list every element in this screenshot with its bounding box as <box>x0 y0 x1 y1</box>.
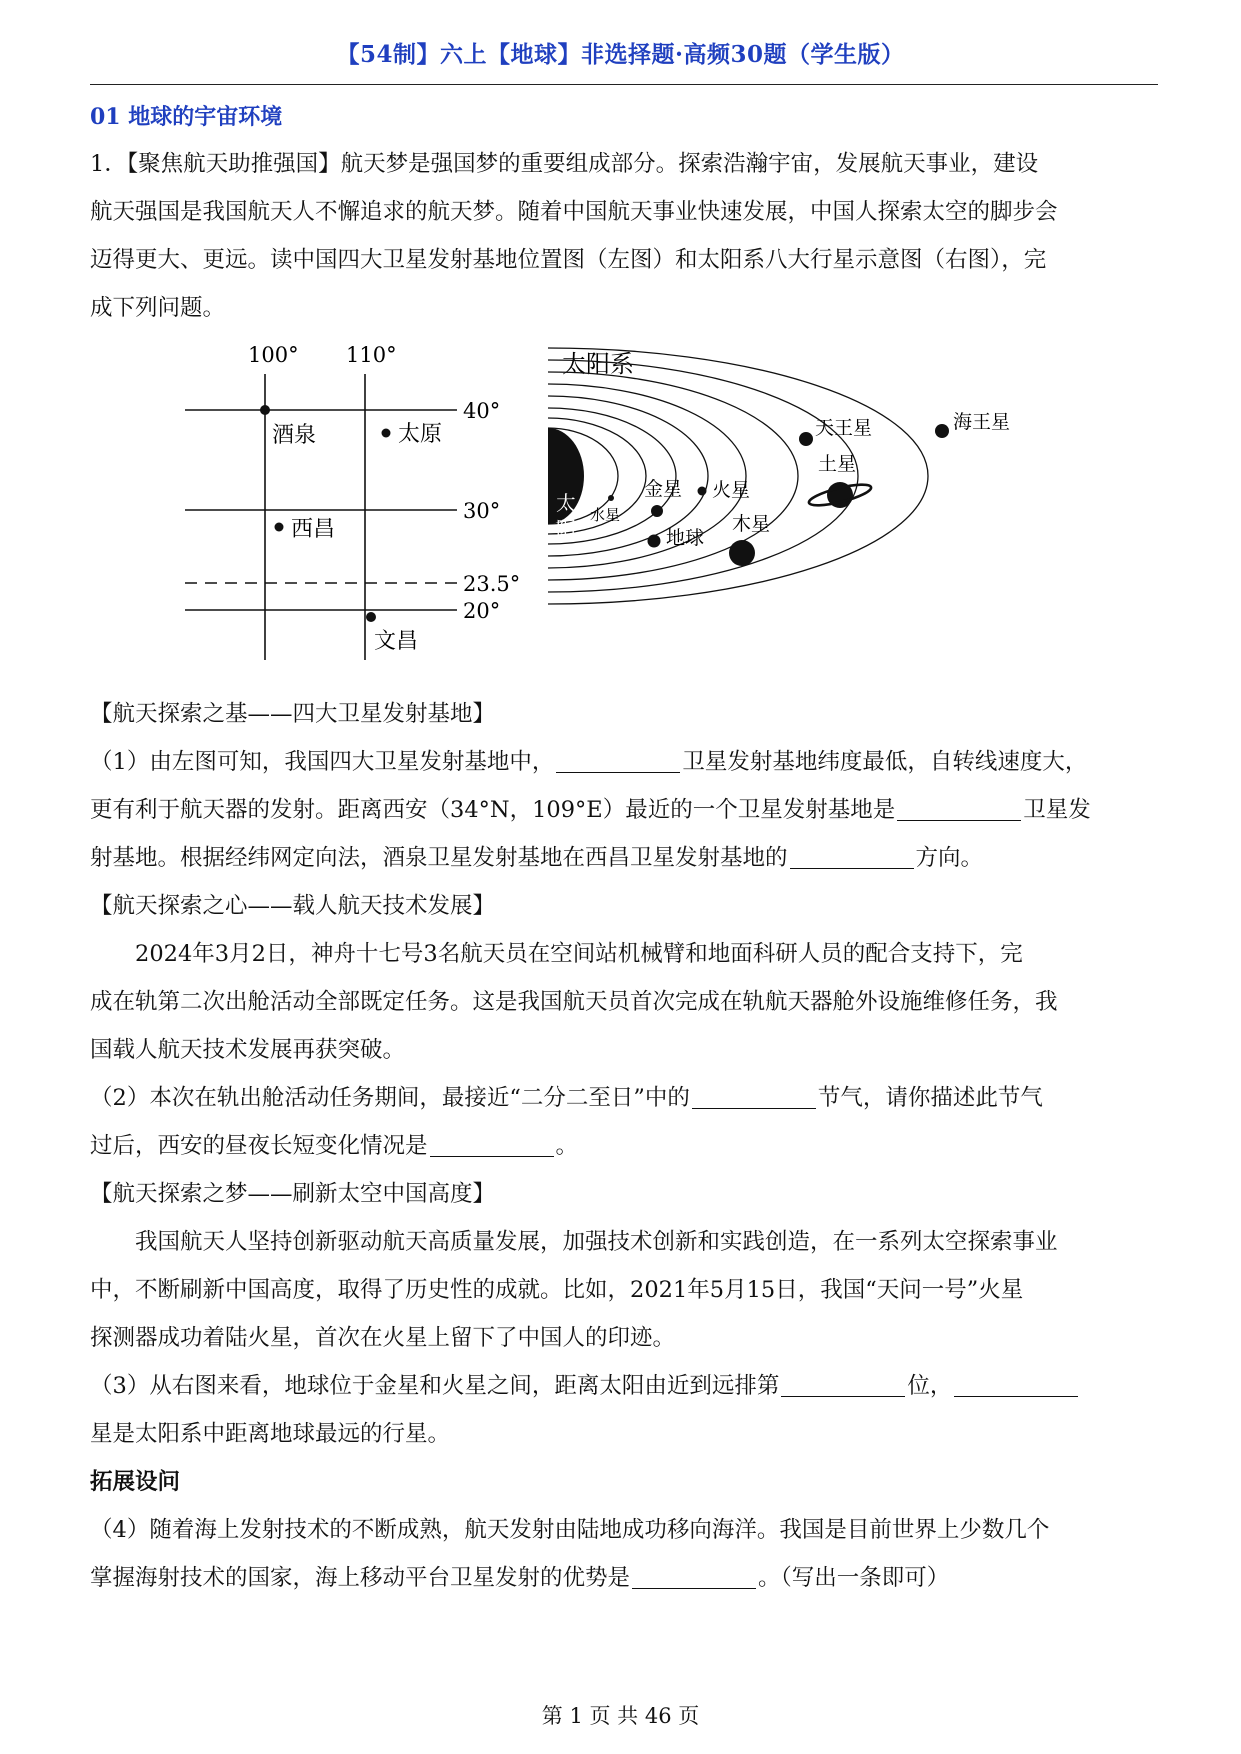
intro-line: 迈得更大、更远。读中国四大卫星发射基地位置图（左图）和太阳系八大行星示意图（右图），完 <box>90 247 1047 273</box>
header-divider <box>90 84 1158 85</box>
extension-title: 拓展设问 <box>90 1469 181 1495</box>
part1-block <box>90 690 1160 882</box>
section-title: 01 地球的宇宙环境 <box>90 104 283 130</box>
wenchang-marker <box>366 612 376 622</box>
jupiter-marker <box>729 540 755 566</box>
planet-label-neptune: 海王星 <box>953 411 1011 433</box>
q1-answer-blank[interactable] <box>556 748 680 773</box>
q3-text: （3）从右图来看，地球位于金星和火星之间，距离太阳由近到远排第 <box>90 1373 780 1399</box>
q2-answer-blank[interactable] <box>430 1132 554 1157</box>
q2-line <box>90 1074 1160 1122</box>
q1-line <box>90 738 1160 786</box>
q3-line: 星是太阳系中距离地球最远的行星。 <box>90 1421 451 1447</box>
extension-block <box>90 1458 1160 1602</box>
intro-line: 成下列问题。 <box>90 295 226 321</box>
q1-text: 卫星发 <box>1023 797 1091 823</box>
earth-marker <box>648 535 661 548</box>
q2-text: （2）本次在轨出舱活动任务期间，最接近“二分二至日”中的 <box>90 1085 690 1111</box>
neptune-marker <box>935 424 949 438</box>
q2-text: 节气，请你描述此节气 <box>817 1085 1043 1111</box>
planet-label-mercury: 水星 <box>590 506 621 524</box>
planet-label-uranus: 天王星 <box>815 417 873 439</box>
solar-system-diagram <box>548 348 1010 604</box>
intro-line: 1．【聚焦航天助推强国】航天梦是强国梦的重要组成部分。探索浩瀚宇宙，发展航天事业，建设 <box>90 151 1039 177</box>
q1-text: 更有利于航天器的发射。距离西安（34°N，109°E）最近的一个卫星发射基地是 <box>90 797 896 823</box>
passage3-line: 我国航天人坚持创新驱动航天高质量发展，加强技术创新和实践创造，在一系列太空探索事业 <box>135 1229 1058 1255</box>
latitude-label: 40° <box>463 399 501 423</box>
longitude-label: 110° <box>346 343 397 367</box>
xichang-marker <box>275 523 284 532</box>
q4-text: 掌握海射技术的国家，海上移动平台卫星发射的优势是 <box>90 1565 631 1591</box>
q3-answer-blank[interactable] <box>781 1372 905 1397</box>
planet-label-venus: 金星 <box>644 478 683 500</box>
passage3-line: 探测器成功着陆火星，首次在火星上留下了中国人的印迹。 <box>90 1325 676 1351</box>
q2-text: 。 <box>555 1133 579 1159</box>
page-footer: 第 1 页 共 46 页 <box>541 1704 700 1728</box>
part2-block <box>90 882 1160 1170</box>
part2-title: 【航天探索之心——载人航天技术发展】 <box>90 893 496 919</box>
taiyuan-marker <box>382 429 391 438</box>
mars-marker <box>698 487 707 496</box>
uranus-marker <box>799 432 813 446</box>
base-label-wenchang: 文昌 <box>374 629 419 654</box>
latitude-label: 23.5° <box>463 572 521 596</box>
planet-label-jupiter: 木星 <box>732 513 771 535</box>
q3-answer-blank[interactable] <box>954 1372 1078 1397</box>
q2-line <box>90 1122 1160 1170</box>
latitude-label: 20° <box>463 599 501 623</box>
venus-marker <box>651 505 663 517</box>
q4-answer-blank[interactable] <box>632 1564 756 1589</box>
passage2-line: 国载人航天技术发展再获突破。 <box>90 1037 406 1063</box>
longitude-label: 100° <box>248 343 299 367</box>
orbit <box>548 348 928 604</box>
part3-block <box>90 1170 1160 1458</box>
page-header-title: 【54制】六上【地球】非选择题·高频30题（学生版） <box>336 41 905 68</box>
q3-text: 位， <box>907 1373 953 1399</box>
launch-sites-map <box>185 343 520 660</box>
q1-text: （1）由左图可知，我国四大卫星发射基地中， <box>90 749 555 775</box>
q4-text: 。（写出一条即可） <box>758 1565 950 1591</box>
q3-line <box>90 1362 1160 1410</box>
sun-label: 太 <box>556 491 576 515</box>
jiuquan-marker <box>260 405 270 415</box>
base-label-taiyuan: 太原 <box>398 422 443 447</box>
q1-text: 射基地。根据经纬网定向法，酒泉卫星发射基地在西昌卫星发射基地的 <box>90 845 788 871</box>
planet-label-mars: 火星 <box>712 479 751 501</box>
planet-label-earth: 地球 <box>666 527 705 549</box>
q1-answer-blank[interactable] <box>790 844 914 869</box>
q1-text: 方向。 <box>915 845 984 871</box>
q1-answer-blank[interactable] <box>897 796 1021 821</box>
q4-line <box>90 1554 1160 1602</box>
q1-line <box>90 786 1160 834</box>
part3-title: 【航天探索之梦——刷新太空中国高度】 <box>90 1181 496 1207</box>
q2-text: 过后，西安的昼夜长短变化情况是 <box>90 1133 428 1159</box>
sun-label: 阳 <box>556 517 576 541</box>
latitude-label: 30° <box>463 499 501 523</box>
question-intro <box>90 140 1160 332</box>
base-label-xichang: 西昌 <box>291 517 336 542</box>
diagram-title: 太阳系 <box>562 350 634 378</box>
q2-answer-blank[interactable] <box>692 1084 816 1109</box>
mercury-marker <box>608 495 614 501</box>
q4-line: （4）随着海上发射技术的不断成熟，航天发射由陆地成功移向海洋。我国是目前世界上少数几个 <box>90 1517 1050 1543</box>
q1-line <box>90 834 1160 882</box>
planet-label-saturn: 土星 <box>818 453 857 475</box>
figure-area <box>0 330 1241 680</box>
base-label-jiuquan: 酒泉 <box>272 423 317 448</box>
part1-title: 【航天探索之基——四大卫星发射基地】 <box>90 701 496 727</box>
passage3-line: 中，不断刷新中国高度，取得了历史性的成就。比如，2021年5月15日，我国“天问一号”火星 <box>90 1277 1024 1303</box>
intro-line: 航天强国是我国航天人不懈追求的航天梦。随着中国航天事业快速发展，中国人探索太空的脚步会 <box>90 199 1058 225</box>
passage2-line: 成在轨第二次出舱活动全部既定任务。这是我国航天员首次完成在轨航天器舱外设施维修任务，我 <box>90 989 1058 1015</box>
q1-text: 卫星发射基地纬度最低，自转线速度大， <box>682 749 1088 775</box>
passage2-line: 2024年3月2日，神舟十七号3名航天员在空间站机械臂和地面科研人员的配合支持下，完 <box>135 941 1023 967</box>
